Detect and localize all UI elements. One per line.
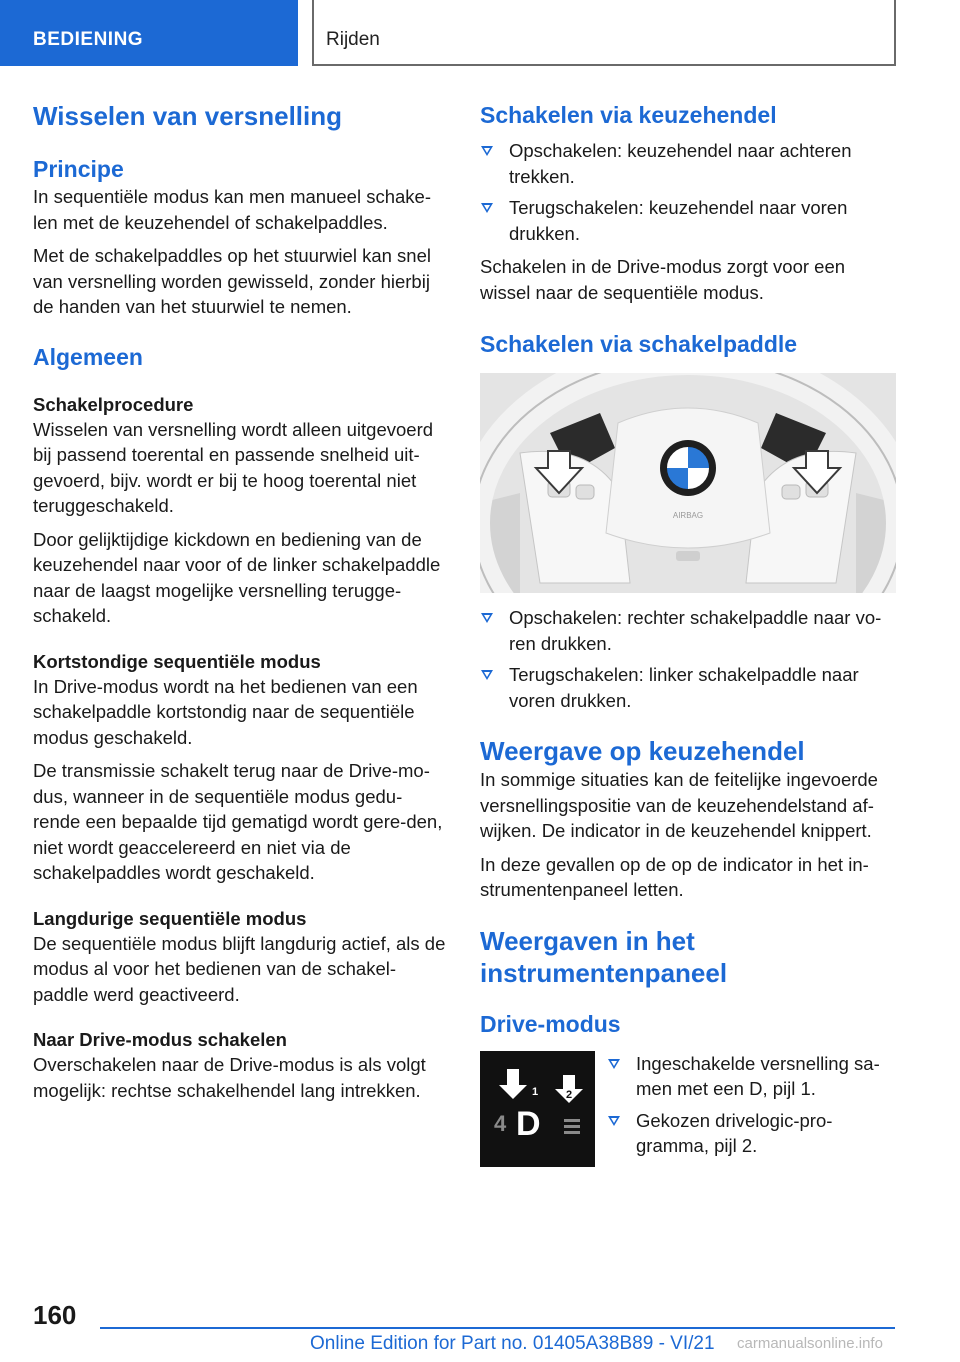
svg-text:D: D (516, 1104, 541, 1143)
list-item: Gekozen drivelogic-pro-gramma, pijl 2. (607, 1108, 898, 1159)
paragraph: In sequentiële modus kan men manueel schake-len met de keuzehendel of schakelpaddles. (33, 186, 431, 233)
watermark: carmanualsonline.info (737, 1335, 883, 1352)
triangle-bullet-icon (608, 1116, 620, 1126)
footer-divider (100, 1327, 895, 1329)
svg-text:AIRBAG: AIRBAG (672, 511, 704, 520)
heading-weergave-keuzehendel: Weergave op keuzehendel (480, 736, 805, 766)
bullet-list (607, 1051, 898, 1159)
bullet-list (480, 138, 898, 246)
page-number: 160 (33, 1300, 77, 1330)
drive-mode-block (480, 1051, 898, 1171)
right-column (480, 100, 898, 1171)
section-tab: BEDIENING (0, 0, 298, 66)
paragraph: In deze gevallen op de op de indicator in het in-strumentenpaneel letten. (480, 853, 869, 900)
paragraph: De sequentiële modus blijft langdurig actief, als de modus al voor het bedienen van de schakel-paddle werd geactiveerd. (33, 932, 446, 1005)
triangle-bullet-icon (481, 203, 493, 213)
bullet-list (480, 605, 898, 713)
paragraph: Door gelijktijdige kickdown en bediening van de keuzehendel naar voor of de linker schakelpaddle naar de laagst mogelijke versnelling terugge-schakeld. (33, 528, 441, 626)
footer-edition: Online Edition for Part no. 01405A38B89 - VI/21 (310, 1333, 715, 1354)
heading-weergaven-instrumentenpaneel (480, 925, 898, 989)
subheading-schakelprocedure: Schakelprocedure (33, 393, 194, 415)
svg-text:1: 1 (532, 1085, 539, 1098)
list-item: Opschakelen: keuzehendel naar achteren trekken. (480, 138, 898, 189)
heading-algemeen: Algemeen (33, 343, 143, 370)
list-item: Terugschakelen: linker schakelpaddle naar voren drukken. (480, 662, 898, 713)
section-heading-wisselen: Wisselen van versnelling (33, 101, 343, 131)
subheading-naar-drive: Naar Drive-modus schakelen (33, 1029, 287, 1050)
paragraph: Met de schakelpaddles op het stuurwiel kan snel van versnelling worden gewisseld, zonder hierbij de handen van het stuurwiel te nemen. (33, 245, 431, 317)
heading-schakelpaddle: Schakelen via schakelpaddle (480, 331, 798, 357)
left-column (33, 100, 449, 1103)
heading-drive-modus: Drive-modus (480, 1010, 621, 1037)
heading-line: instrumentenpaneel (480, 957, 728, 988)
triangle-bullet-icon (481, 613, 493, 623)
triangle-bullet-icon (481, 670, 493, 680)
heading-keuzehendel: Schakelen via keuzehendel (480, 102, 777, 128)
steering-wheel-image (480, 373, 896, 593)
paragraph: Overschakelen naar de Drive-modus is als volgt mogelijk: rechtse schakelhendel lang intrekken. (33, 1054, 426, 1101)
svg-text:4: 4 (494, 1110, 507, 1136)
subheading-langdurig: Langdurige sequentiële modus (33, 907, 307, 929)
triangle-bullet-icon (481, 146, 493, 156)
heading-line: Weergaven in het (480, 925, 695, 956)
paragraph: Schakelen in de Drive-modus zorgt voor een wissel naar de sequentiële modus. (480, 256, 846, 303)
paragraph: Wisselen van versnelling wordt alleen uitgevoerd bij passend toerental en passende snelheid uit-gevoerd, bijv. wordt er bij te hoog toerental niet teruggeschakeld. (33, 418, 434, 516)
drive-display-image (480, 1051, 595, 1167)
paragraph: In sommige situaties kan de feitelijke ingevoerde versnellingspositie van de keuzehendelstand af-wijken. De indicator in de keuzehendel knippert. (480, 769, 878, 841)
heading-principe: Principe (33, 156, 124, 182)
svg-text:2: 2 (566, 1088, 573, 1101)
list-item: Ingeschakelde versnelling sa-men met een D, pijl 1. (607, 1051, 898, 1102)
paragraph: In Drive-modus wordt na het bedienen van een schakelpaddle kortstondig naar de sequentiële modus geschakeld. (33, 675, 418, 748)
chapter-title: Rijden (312, 0, 896, 66)
subheading-kortstondig: Kortstondige sequentiële modus (33, 650, 321, 672)
triangle-bullet-icon (608, 1059, 620, 1069)
paragraph: De transmissie schakelt terug naar de Drive-mo-dus, wanneer in de sequentiële modus gedu-rende een bepaalde tijd gematigd wordt gere-den, niet wordt geaccelereerd en niet via de schakelpaddles wordt geschakeld. (33, 760, 443, 883)
list-item: Opschakelen: rechter schakelpaddle naar vo-ren drukken. (480, 605, 898, 656)
list-item: Terugschakelen: keuzehendel naar voren drukken. (480, 195, 898, 246)
